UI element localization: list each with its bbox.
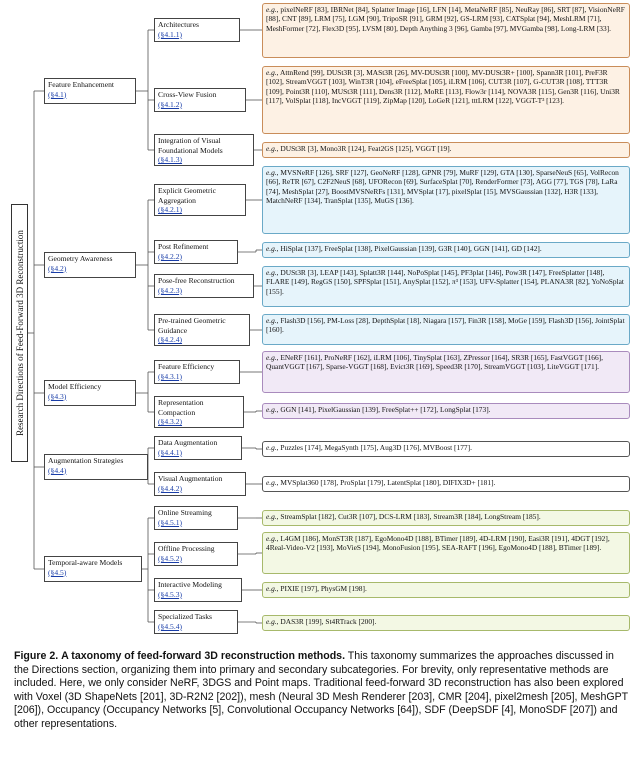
section-link[interactable]: (§4.1.3) — [158, 155, 183, 165]
primary-label: Feature Enhancement — [48, 80, 114, 89]
methods-integration-vfm — [262, 142, 630, 158]
secondary-label: Cross-View Fusion — [158, 90, 217, 99]
section-link[interactable]: (§4.2.2) — [158, 251, 183, 261]
eg-prefix: e.g., — [266, 478, 279, 487]
eg-prefix: e.g., — [266, 443, 279, 452]
secondary-node-architectures — [154, 18, 240, 42]
secondary-node-online-streaming — [154, 506, 238, 530]
section-link[interactable]: (§4.3) — [48, 391, 67, 401]
secondary-node-pretrained-geometric-guidance — [154, 314, 250, 346]
method-list: ENeRF [161], ProNeRF [162], iLRM [106], TinySplat [163], ZPressor [164], SR3R [165], FastVGGT [166], QuantVGGT [167], Sparse-VGGT [168], Evict3R [169], Speed3R [170], StreamVGGT [103], LiteVGGT [171]. — [266, 353, 603, 372]
methods-visual-augmentation — [262, 476, 630, 492]
section-link[interactable]: (§4.5.1) — [158, 517, 183, 527]
section-link[interactable]: (§4.5.4) — [158, 621, 183, 631]
primary-label: Geometry Awareness — [48, 254, 113, 263]
secondary-node-representation-compaction — [154, 396, 244, 428]
primary-node-augmentation-strategies — [44, 454, 148, 480]
secondary-label: Explicit Geometric Aggregation — [158, 186, 216, 205]
section-link[interactable]: (§4.5.2) — [158, 553, 183, 563]
method-list: DUSt3R [3], LEAP [143], Splatt3R [144], NoPoSplat [145], PF3plat [146], Pow3R [147], FreeSplatter [148], FLARE [149], RegGS [150], SPFSplat [151], AnySplat [152], π³ [153], UFV-Splatter [154], PLANA3R [82], YoNoSplat [155]. — [266, 268, 624, 296]
secondary-label: Post Refinement — [158, 242, 209, 251]
section-link[interactable]: (§4.5) — [48, 567, 67, 577]
eg-prefix: e.g., — [266, 316, 279, 325]
primary-node-model-efficiency — [44, 380, 136, 406]
section-link[interactable]: (§4.2) — [48, 263, 67, 273]
root-label: Research Directions of Feed-Forward 3D Reconstruction — [14, 230, 25, 436]
caption-title: A taxonomy of feed-forward 3D reconstruction methods. — [61, 650, 346, 662]
methods-online-streaming — [262, 510, 630, 526]
methods-pose-free-reconstruction — [262, 266, 630, 307]
eg-prefix: e.g., — [266, 68, 279, 77]
method-list: HiSplat [137], FreeSplat [138], PixelGaussian [139], G3R [140], GGN [141], GD [142]. — [280, 244, 542, 253]
primary-label: Augmentation Strategies — [48, 456, 124, 465]
eg-prefix: e.g., — [266, 584, 279, 593]
secondary-label: Pose-free Reconstruction — [158, 276, 235, 285]
secondary-node-post-refinement — [154, 240, 238, 264]
secondary-label: Feature Efficiency — [158, 362, 215, 371]
eg-prefix: e.g., — [266, 405, 279, 414]
secondary-label: Representation Compaction — [158, 398, 204, 417]
secondary-node-offline-processing — [154, 542, 238, 566]
secondary-label: Visual Augmentation — [158, 474, 223, 483]
eg-prefix: e.g., — [266, 268, 279, 277]
section-link[interactable]: (§4.4.1) — [158, 447, 183, 457]
section-link[interactable]: (§4.2.4) — [158, 335, 183, 345]
methods-explicit-geometric-aggregation — [262, 166, 630, 234]
methods-interactive-modeling — [262, 582, 630, 598]
secondary-node-data-augmentation — [154, 436, 242, 460]
method-list: Flash3D [156], PM-Loss [28], DepthSplat [18], Niagara [157], Fin3R [158], MoGe [159], Flash3D [156], JointSplat [160]. — [266, 316, 625, 335]
section-link[interactable]: (§4.2.3) — [158, 285, 183, 295]
eg-prefix: e.g., — [266, 5, 279, 14]
methods-representation-compaction — [262, 403, 630, 419]
method-list: PIXIE [197], PhysGM [198]. — [280, 584, 367, 593]
secondary-label: Specialized Tasks — [158, 612, 212, 621]
section-link[interactable]: (§4.1.2) — [158, 99, 183, 109]
method-list: Puzzles [174], MegaSynth [175], Aug3D [176], MVBoost [177]. — [280, 443, 472, 452]
method-list: DUSt3R [3], Mono3R [124], Feat2GS [125], VGGT [19]. — [280, 144, 452, 153]
secondary-label: Integration of Visual Foundational Models — [158, 136, 223, 155]
secondary-label: Pre-trained Geometric Guidance — [158, 316, 226, 335]
primary-node-temporal-aware-models — [44, 556, 142, 582]
methods-pretrained-geometric-guidance — [262, 314, 630, 345]
secondary-label: Data Augmentation — [158, 438, 218, 447]
methods-post-refinement — [262, 242, 630, 258]
section-link[interactable]: (§4.4) — [48, 465, 67, 475]
eg-prefix: e.g., — [266, 244, 279, 253]
secondary-label: Offline Processing — [158, 544, 215, 553]
eg-prefix: e.g., — [266, 512, 279, 521]
figure-caption — [14, 650, 628, 732]
primary-node-geometry-awareness — [44, 252, 136, 278]
secondary-label: Online Streaming — [158, 508, 212, 517]
secondary-node-specialized-tasks — [154, 610, 238, 634]
eg-prefix: e.g., — [266, 617, 279, 626]
method-list: AttnRend [99], DUSt3R [3], MASt3R [26], MV-DUSt3R [100], MV-DUSt3R+ [100], Spann3R [101], PreF3R [102], StreamVGGT [103], WinT3R [104], eFreeSplat [105], iLRM [106], CUT3R [107], G-CUT3R [108], TTT3R [109], Point3R [110], MUSt3R [111], Dens3R [112], MoRE [113], Flow3r [114], NOVA3R [115], Gen3R [116], Uni3R [117], VolSplat [118], IncVGGT [119], ZipMap [120], LoGeR [121], tttLRM [122], VGGT-T³ [123]. — [266, 68, 620, 105]
secondary-node-feature-efficiency — [154, 360, 240, 384]
primary-node-feature-enhancement — [44, 78, 136, 104]
methods-architectures — [262, 3, 630, 58]
section-link[interactable]: (§4.3.2) — [158, 417, 183, 427]
secondary-node-pose-free-reconstruction — [154, 274, 254, 298]
methods-feature-efficiency — [262, 351, 630, 393]
method-list: MVSplat360 [178], ProSplat [179], LatentSplat [180], DIFIX3D+ [181]. — [280, 478, 496, 487]
eg-prefix: e.g., — [266, 534, 279, 543]
section-link[interactable]: (§4.3.1) — [158, 371, 183, 381]
primary-label: Temporal-aware Models — [48, 558, 123, 567]
eg-prefix: e.g., — [266, 144, 279, 153]
method-list: MVSNeRF [126], SRF [127], GeoNeRF [128], GPNR [79], MuRF [129], GTA [130], SparseNeuS [65], VolRecon [66], ReTR [67], C2F2NeuS [68], UFORecon [69], SurfaceSplat [70], RenderFormer [73], AGG [77], TGS [78], LaRa [74], MeshSplat [27], BoostMVSNeRFs [131], MVSplat [17], pixelSplat [15], MVSGaussian [132], H3R [133], MatchNeRF [134], TranSplat [135], MuGS [136]. — [266, 168, 619, 205]
primary-label: Model Efficiency — [48, 382, 102, 391]
root-node — [11, 204, 28, 462]
section-link[interactable]: (§4.1.1) — [158, 29, 183, 39]
secondary-label: Architectures — [158, 20, 199, 29]
eg-prefix: e.g., — [266, 168, 279, 177]
section-link[interactable]: (§4.2.1) — [158, 205, 183, 215]
caption-text: This taxonomy summarizes the approaches discussed in the Directions section, organizing them into primary and secondary subcategories. For brevity, only representative methods are included. Here, we only consider NeRF, 3DGS and Point maps. Traditional feed-forward 3D reconstruction has also been explored with Voxel (3D ShapeNets [201], 3D-R2N2 [202]), mesh (Neural 3D Mesh Renderer [203], CMR [204], pixel2mesh [205], MeshGPT [206]), Occupancy (Occupancy Networks [5], Convolutional Occupancy Networks [64]), SDF (DeepSDF [4], MonoSDF [207]) and other representations. — [14, 650, 628, 730]
method-list: pixelNeRF [83], IBRNet [84], Splatter Image [16], LFN [14], MetaNeRF [85], NeuRay [86], SRT [87], VisionNeRF [88], CNT [89], LRM [75], LGM [90], TripoSR [91], GRM [92], GS-LRM [93], CATSplat [94], MeshLRM [71], MeshFormer [72], Flex3D [95], LVSM [80], Depth Anything 3 [96], Gamba [97], MVGamba [98], Long-LRM [33]. — [266, 5, 625, 33]
section-link[interactable]: (§4.5.3) — [158, 589, 183, 599]
section-link[interactable]: (§4.1) — [48, 89, 67, 99]
method-list: DAS3R [199], St4RTrack [200]. — [280, 617, 377, 626]
methods-specialized-tasks — [262, 615, 630, 631]
secondary-node-integration-vfm — [154, 134, 254, 166]
section-link[interactable]: (§4.4.2) — [158, 483, 183, 493]
method-list: GGN [141], PixelGaussian [139], FreeSplat++ [172], LongSplat [173]. — [280, 405, 491, 414]
caption-label: Figure 2. — [14, 650, 59, 662]
secondary-node-visual-augmentation — [154, 472, 246, 496]
methods-data-augmentation — [262, 441, 630, 457]
methods-cross-view-fusion — [262, 66, 630, 134]
method-list: StreamSplat [182], Cut3R [107], DCS-LRM [183], Stream3R [184], LongStream [185]. — [280, 512, 541, 521]
secondary-node-interactive-modeling — [154, 578, 242, 602]
secondary-node-cross-view-fusion — [154, 88, 246, 112]
methods-offline-processing — [262, 532, 630, 574]
eg-prefix: e.g., — [266, 353, 279, 362]
secondary-node-explicit-geometric-aggregation — [154, 184, 246, 216]
secondary-label: Interactive Modeling — [158, 580, 222, 589]
method-list: L4GM [186], MonST3R [187], EgoMono4D [188], BTimer [189], 4D-LRM [190], Easi3R [191], 4DGT [192], 4Real-Video-V2 [193], MoVieS [194], MonoFusion [195], SEA-RAFT [196], EgoMono4D [188], BTimer [189]. — [266, 534, 610, 553]
